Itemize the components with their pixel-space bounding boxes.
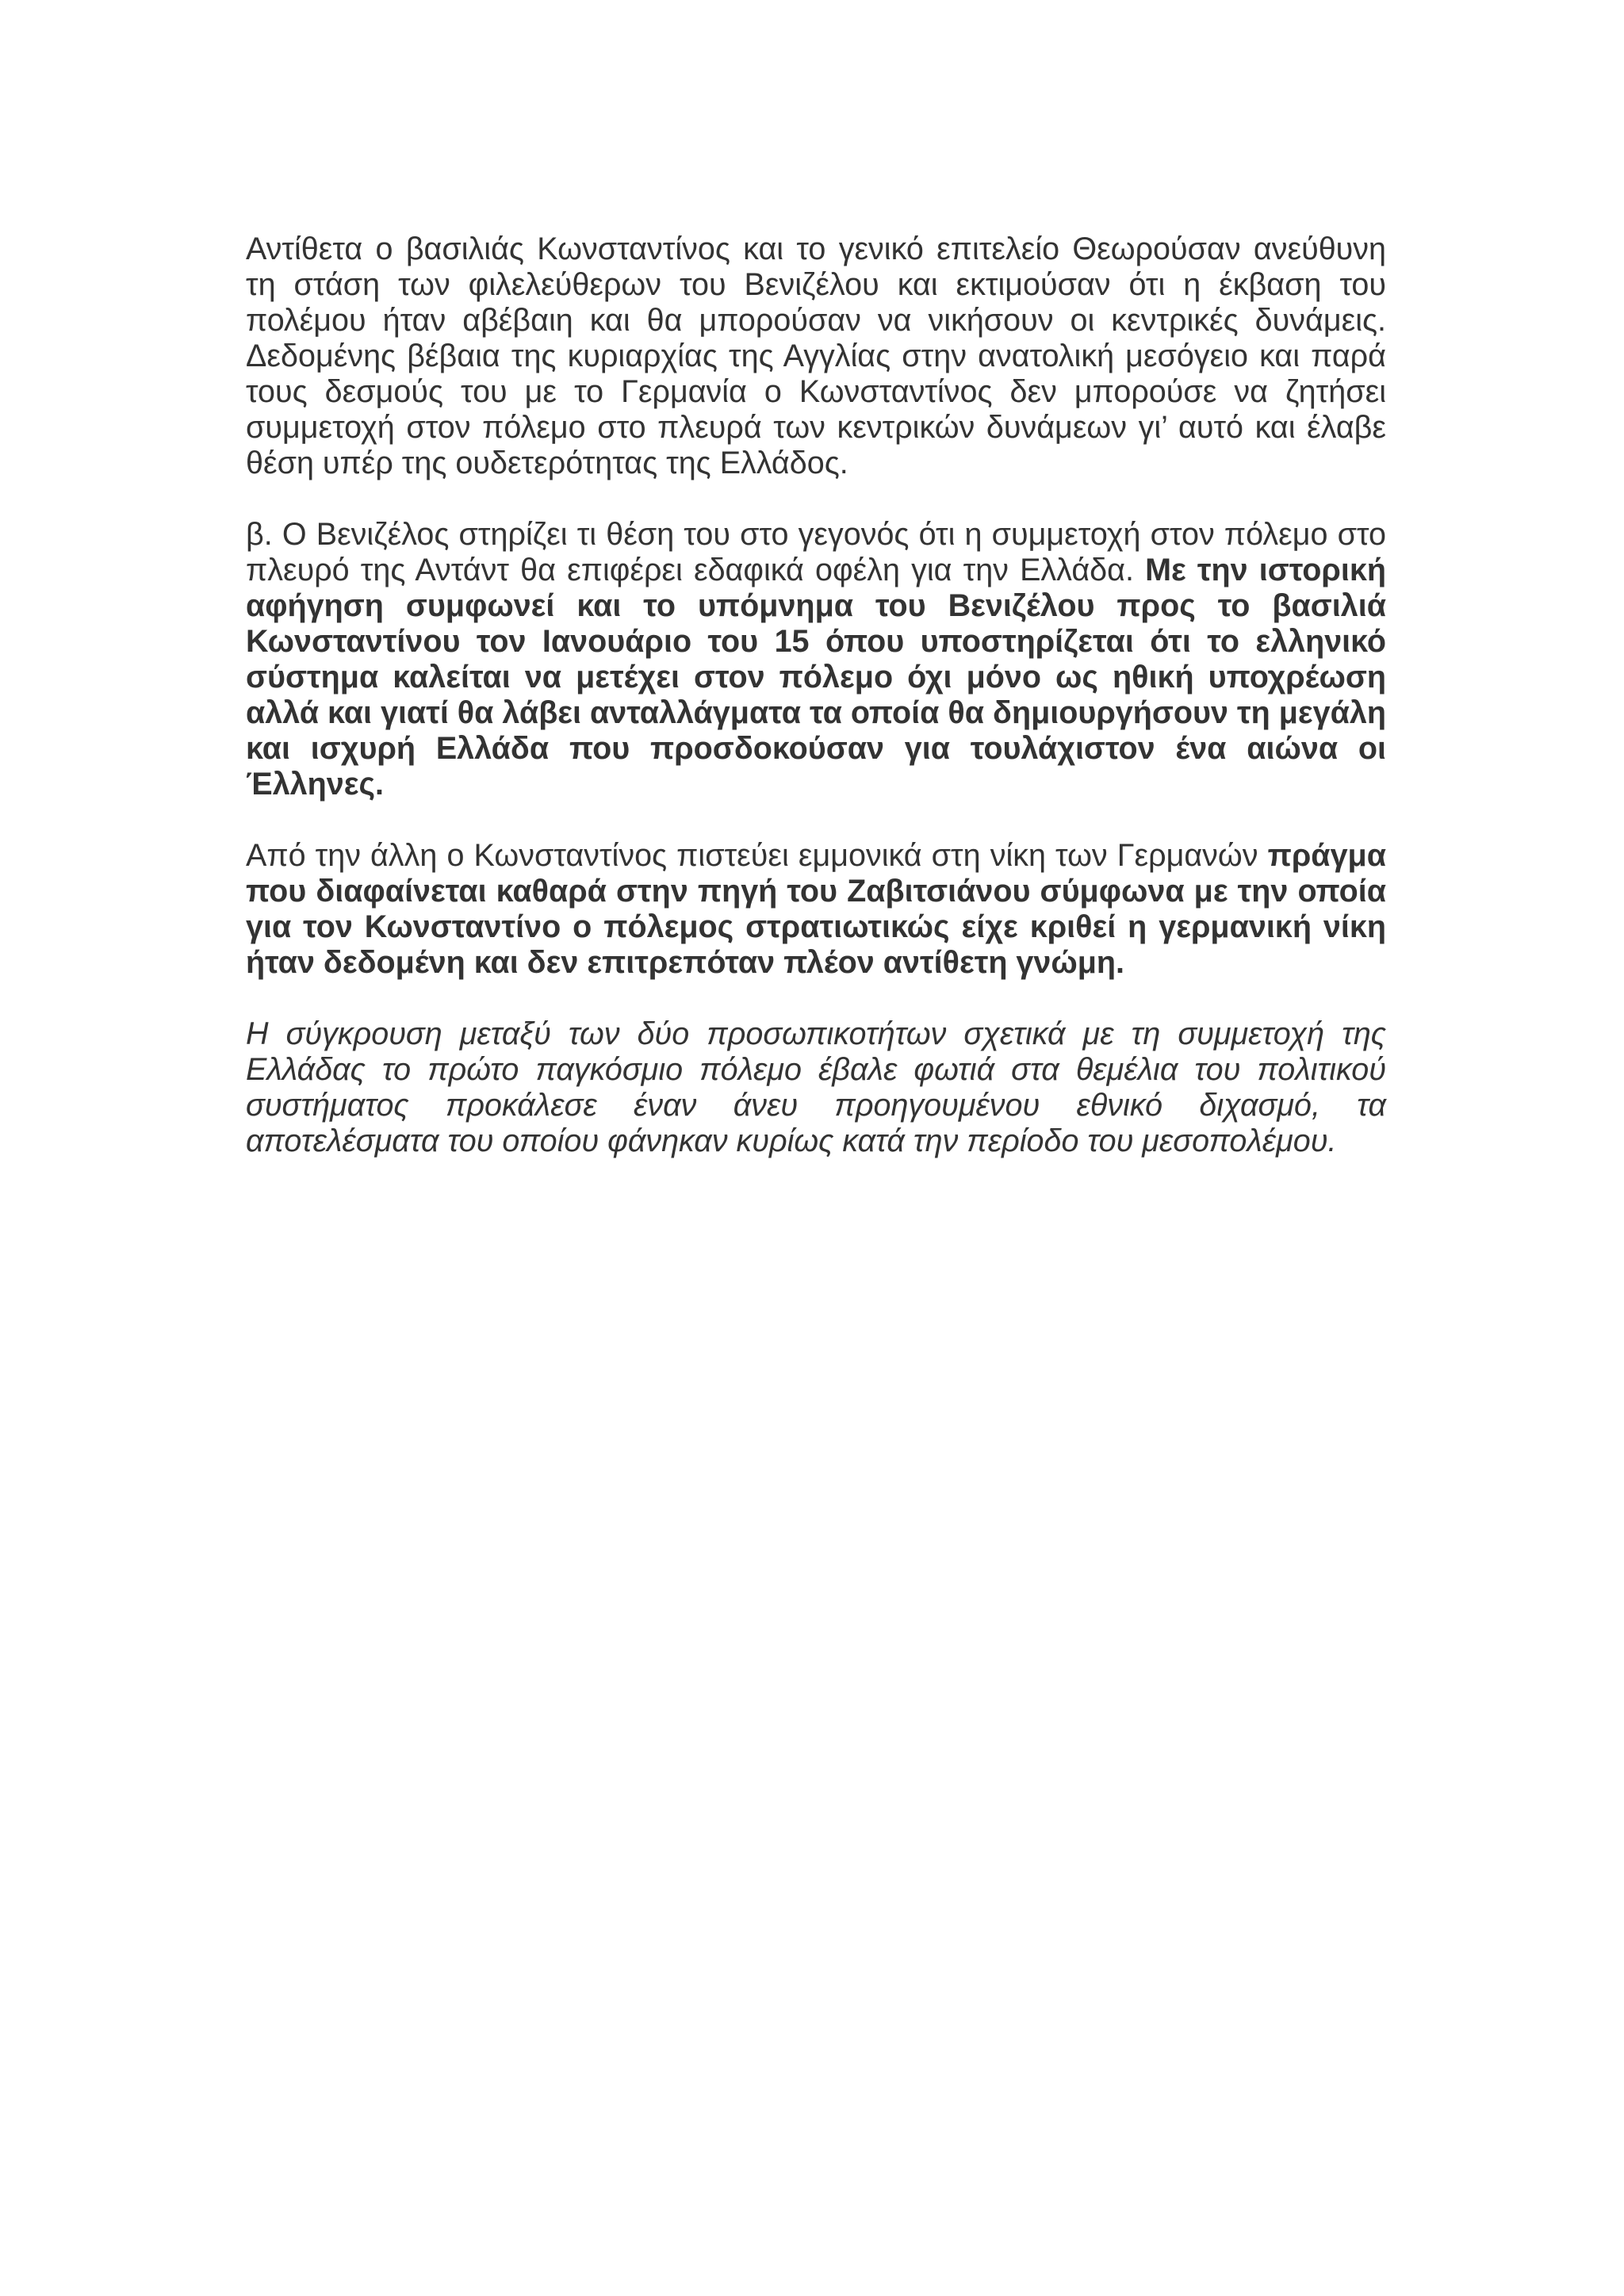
paragraph-2-bold-text: Με την ιστορική αφήγηση συμφωνεί και το υπόμνημα του Βενιζέλου προς το βασιλιά Κωνσταντίνου τον Ιανουάριο του 15 όπου υποστηρίζεται ότι το ελληνικό σύστημα καλείται να μετέχει στον πόλεμο όχι μόνο ως ηθική υποχρέωση αλλά και γιατί θα λάβει ανταλλάγματα τα οποία θα δημιουργήσουν τη μεγάλη και ισχυρή Ελλάδα που προσδοκούσαν για τουλάχιστον ένα αιώνα οι Έλληνες. xyxy=(246,553,1387,802)
paragraph-4 xyxy=(246,1016,1386,1159)
text-body xyxy=(246,232,1386,1195)
paragraph-2-text: β. Ο Βενιζέλος στηρίζει τι θέση του στο γεγονός ότι η συμμετοχή στον πόλεμο στο πλευρό της Αντάντ θα επιφέρει εδαφικά οφέλη για την Ελλάδα. xyxy=(246,517,1386,587)
paragraph-1 xyxy=(246,232,1386,481)
paragraph-1-text: Αντίθετα ο βασιλιάς Κωνσταντίνος και το γενικό επιτελείο Θεωρούσαν ανεύθυνη τη στάση των φιλελεύθερων του Βενιζέλου και εκτιμούσαν ότι η έκβαση του πολέμου ήταν αβέβαιη και θα μπορούσαν να νικήσουν οι κεντρικές δυνάμεις. Δεδομένης βέβαια της κυριαρχίας της Αγγλίας στην ανατολική μεσόγειο και παρά τους δεσμούς του με το Γερμανία ο Κωνσταντίνος δεν μπορούσε να ζητήσει συμμετοχή στον πόλεμο στο πλευρά των κεντρικών δυνάμεων γι’ αυτό και έλαβε θέση υπέρ της ουδετερότητας της Ελλάδος. xyxy=(246,232,1386,480)
paragraph-3 xyxy=(246,838,1386,981)
paragraph-2 xyxy=(246,517,1386,802)
paragraph-4-italic-text: Η σύγκρουση μεταξύ των δύο προσωπικοτήτων σχετικά με τη συμμετοχή της Ελλάδας το πρώτο παγκόσμιο πόλεμο έβαλε φωτιά στα θεμέλια του πολιτικού συστήματος προκάλεσε έναν άνευ προηγουμένου εθνικό διχασμό, τα αποτελέσματα του οποίου φάνηκαν κυρίως κατά την περίοδο του μεσοπολέμου. xyxy=(246,1016,1386,1158)
paragraph-3-text: Από την άλλη ο Κωνσταντίνος πιστεύει εμμονικά στη νίκη των Γερμανών xyxy=(246,838,1268,873)
paragraph-3-bold-text: πράγμα που διαφαίνεται καθαρά στην πηγή του Ζαβιτσιάνου σύμφωνα με την οποία για τον Κωνσταντίνο ο πόλεμος στρατιωτικώς είχε κριθεί η γερμανική νίκη ήταν δεδομένη και δεν επιτρεπόταν πλέον αντίθετη γνώμη. xyxy=(246,838,1386,980)
